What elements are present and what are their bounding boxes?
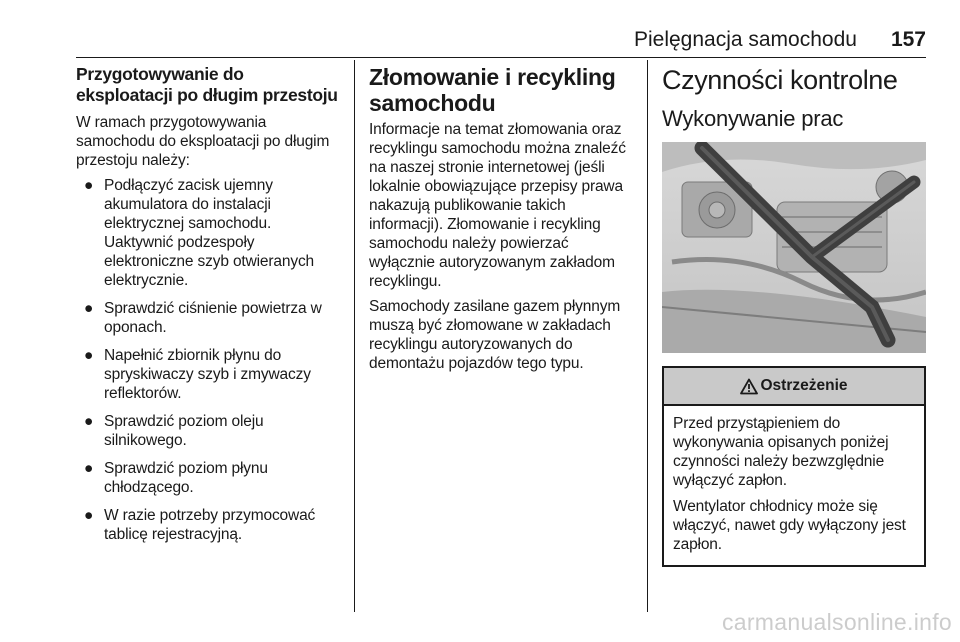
list-item — [76, 346, 344, 403]
bullet: ● — [84, 177, 94, 194]
column-storage — [76, 64, 344, 553]
list-item — [76, 459, 344, 497]
page-number: 157 — [890, 28, 926, 51]
list-item — [76, 176, 344, 290]
column-checks — [662, 64, 926, 567]
bullet: ● — [84, 347, 94, 364]
warning-paragraph-1: Przed przystąpieniem do wykonywania opisanych poniżej czynności należy bezwzględnie wyłączyć zapłon. — [673, 415, 889, 489]
engine-bay-illustration — [662, 142, 926, 353]
bullet: ● — [84, 507, 94, 524]
list-item-text: Podłączyć zacisk ujemny akumulatora do instalacji elektrycznej samochodu. Uaktywnić podzespoły elektroniczne szyb otwieranych elektrycznie. — [104, 177, 315, 289]
column-divider-2 — [647, 60, 648, 612]
column-recycling — [369, 64, 635, 379]
recycling-paragraph-2: Samochody zasilane gazem płynnym muszą być złomowane w zakładach recyklingu autoryzowanych do demontażu pojazdów tego typu. — [369, 298, 621, 372]
warning-triangle-icon — [740, 378, 758, 395]
recycling-paragraph-1: Informacje na temat złomowania oraz recyklingu samochodu można znaleźć na naszej stronie internetowej (jeśli lokalnie obowiązujące przepisy prawa nakazują publikowanie takich informacji). Złomowanie i recykling samochodu należy powierzać wyłącznie autoryzowanym zakładom recyklingu. — [369, 121, 626, 290]
bullet: ● — [84, 413, 94, 430]
engine-bay-photo — [662, 142, 926, 353]
running-title: Pielęgnacja samochodu — [633, 28, 857, 51]
section-heading-work: Wykonywanie prac — [662, 106, 844, 131]
checklist — [76, 176, 344, 544]
section-heading-recycling: Złomowanie i recykling samochodu — [369, 64, 616, 116]
list-item — [76, 506, 344, 544]
storage-intro: W ramach przygotowywania samochodu do eksploatacji po długim przestoju należy: — [76, 114, 330, 169]
list-item — [76, 412, 344, 450]
list-item — [76, 299, 344, 337]
list-item-text: Napełnić zbiornik płynu do spryskiwaczy szyb i zmywaczy reflektorów. — [104, 347, 311, 402]
header-rule — [76, 57, 926, 58]
chapter-heading: Czynności kontrolne — [662, 65, 898, 95]
page-header — [0, 28, 926, 50]
section-heading-storage: Przygotowywanie do eksploatacji po długim przestoju — [76, 64, 338, 105]
warning-paragraph-2: Wentylator chłodnicy może się włączyć, nawet gdy wyłączony jest zapłon. — [673, 498, 906, 553]
warning-box — [662, 366, 926, 567]
warning-header — [664, 368, 924, 406]
warning-title: Ostrzeżenie — [760, 377, 848, 394]
bullet: ● — [84, 300, 94, 317]
column-divider-1 — [354, 60, 355, 612]
list-item-text: W razie potrzeby przymocować tablicę rejestracyjną. — [104, 507, 316, 543]
warning-body — [664, 406, 924, 565]
bullet: ● — [84, 460, 94, 477]
list-item-text: Sprawdzić ciśnienie powietrza w oponach. — [104, 300, 322, 336]
list-item-text: Sprawdzić poziom oleju silnikowego. — [104, 413, 264, 449]
list-item-text: Sprawdzić poziom płynu chłodzącego. — [104, 460, 268, 496]
watermark: carmanualsonline.info — [721, 609, 952, 635]
